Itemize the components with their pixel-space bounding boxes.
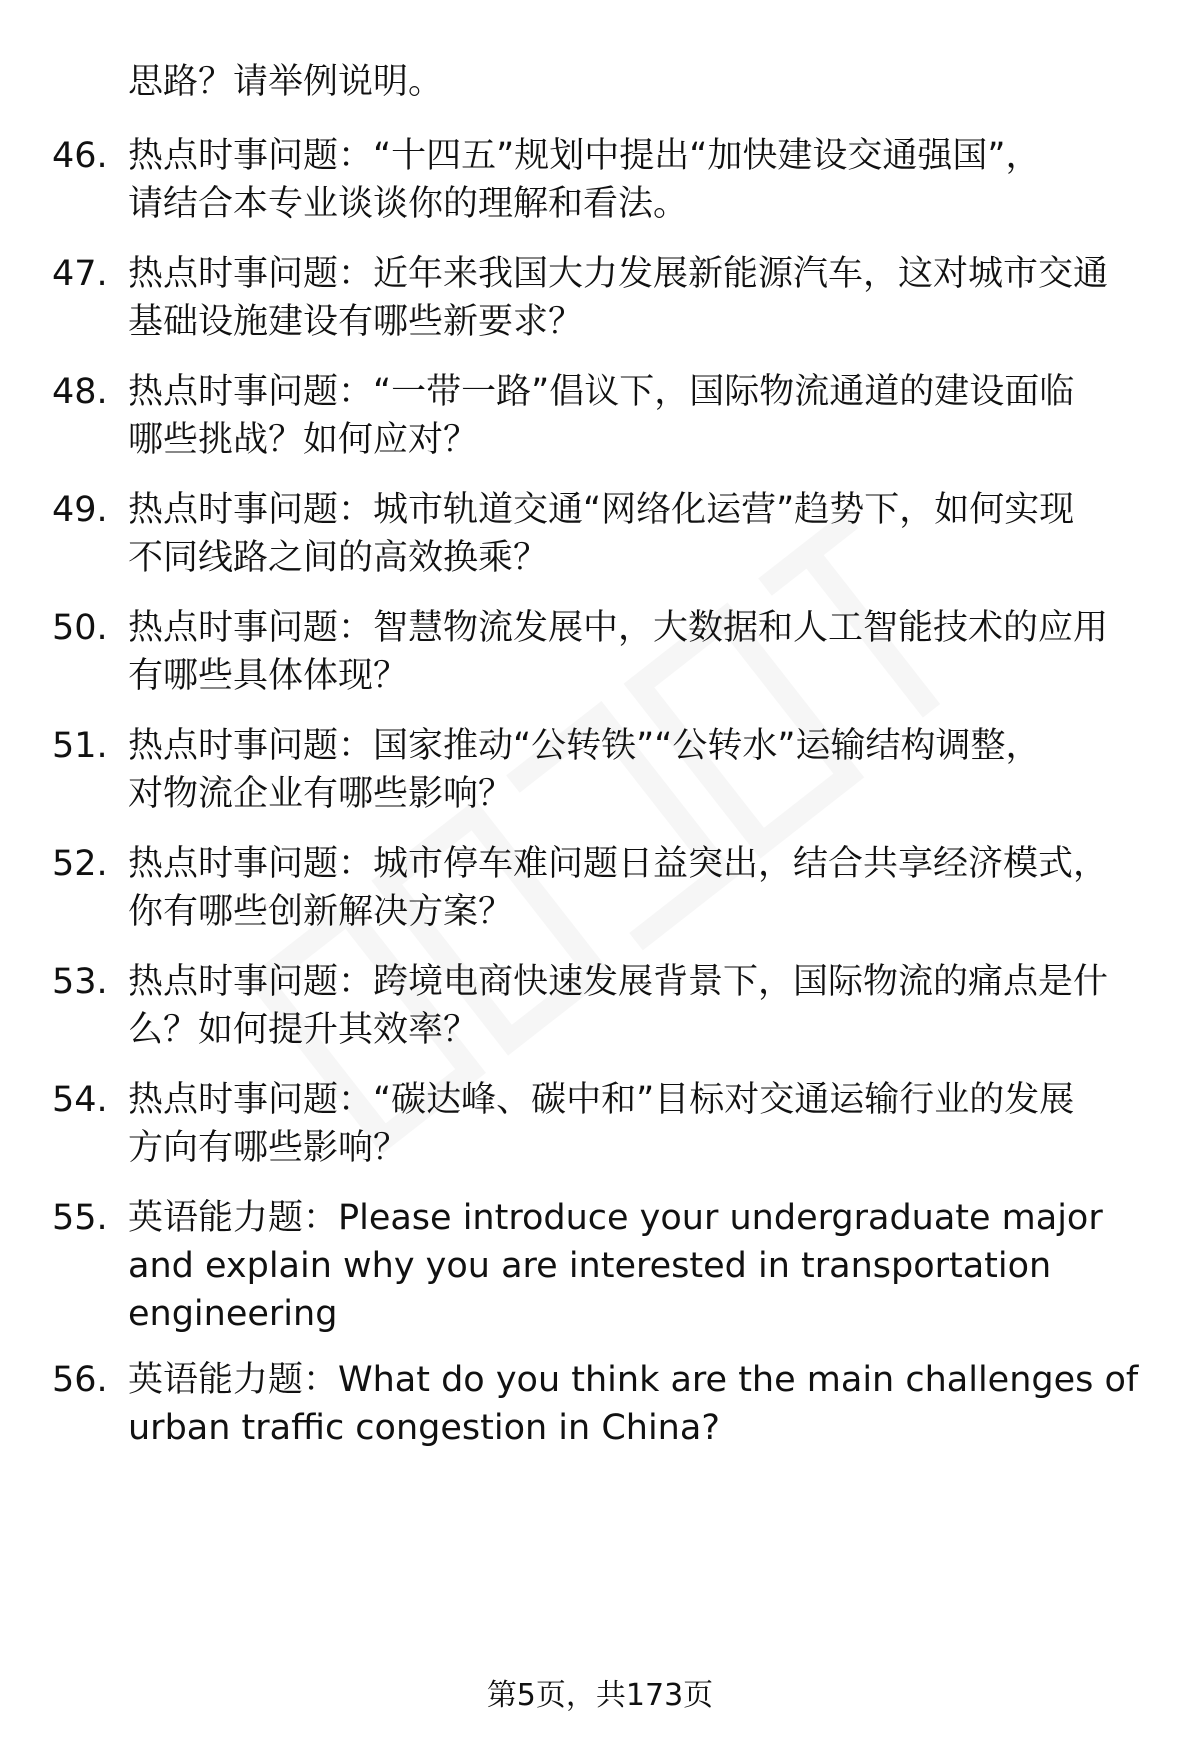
question-text-line: 热点时事问题：“一带一路”倡议下，国际物流通道的建设面临 [128, 372, 1075, 412]
question-text [128, 604, 1148, 700]
question-text [128, 722, 1148, 818]
question-text [128, 250, 1148, 346]
question-text [128, 132, 1148, 228]
question-text [128, 1194, 1148, 1338]
question-text-line: 热点时事问题：城市轨道交通“网络化运营”趋势下，如何实现 [128, 490, 1075, 530]
question-number: 54. [52, 1080, 108, 1120]
question-number: 50. [52, 608, 108, 648]
question-number: 52. [52, 844, 108, 884]
question-text-line: 不同线路之间的高效换乘？ [128, 538, 549, 578]
question-number: 55. [52, 1198, 108, 1238]
question-text-line: 热点时事问题：城市停车难问题日益突出，结合共享经济模式， [128, 844, 1109, 884]
question-text-line: 方向有哪些影响？ [128, 1128, 409, 1168]
question-text-line: 基础设施建设有哪些新要求？ [128, 302, 584, 342]
question-text-line: 热点时事问题：近年来我国大力发展新能源汽车，这对城市交通 [128, 254, 1109, 294]
question-text [128, 1076, 1148, 1172]
question-text [128, 486, 1148, 582]
question-text-line: 热点时事问题：智慧物流发展中，大数据和人工智能技术的应用 [128, 608, 1109, 648]
question-text [128, 368, 1148, 464]
question-text-line: 请结合本专业谈谈你的理解和看法。 [128, 184, 689, 224]
question-number: 49. [52, 490, 108, 530]
question-text [128, 958, 1148, 1054]
question-text-line: and explain why you are interested in transportation [128, 1246, 1052, 1286]
question-number: 53. [52, 962, 108, 1002]
question-text-line: 热点时事问题：“碳达峰、碳中和”目标对交通运输行业的发展 [128, 1080, 1075, 1120]
question-text-line: 热点时事问题：国家推动“公转铁”“公转水”运输结构调整， [128, 726, 1041, 766]
question-text-line: 对物流企业有哪些影响？ [128, 774, 514, 814]
question-text-line: urban traffic congestion in China? [128, 1408, 720, 1448]
page-footer: 第5页，共173页 [486, 1678, 714, 1713]
question-number: 46. [52, 136, 108, 176]
question-text-line: 有哪些具体体现？ [128, 656, 409, 696]
question-text-line: 热点时事问题：“十四五”规划中提出“加快建设交通强国”， [128, 136, 1041, 176]
question-number: 47. [52, 254, 108, 294]
question-text-line: 么？如何提升其效率？ [128, 1010, 479, 1050]
question-number: 48. [52, 372, 108, 412]
question-text-line: 英语能力题：Please introduce your undergraduate major [128, 1198, 1103, 1238]
question-text-line: 英语能力题：What do you think are the main challenges of [128, 1360, 1139, 1400]
question-text-line: 热点时事问题：跨境电商快速发展背景下，国际物流的痛点是什 [128, 962, 1109, 1002]
continuation-text: 思路？请举例说明。 [128, 62, 444, 102]
question-text-line: engineering [128, 1294, 338, 1334]
question-text-line: 哪些挑战？如何应对？ [128, 420, 479, 460]
question-text [128, 840, 1148, 936]
question-number: 51. [52, 726, 108, 766]
question-number: 56. [52, 1360, 108, 1400]
question-text-line: 你有哪些创新解决方案？ [128, 892, 514, 932]
question-text [128, 1356, 1148, 1452]
